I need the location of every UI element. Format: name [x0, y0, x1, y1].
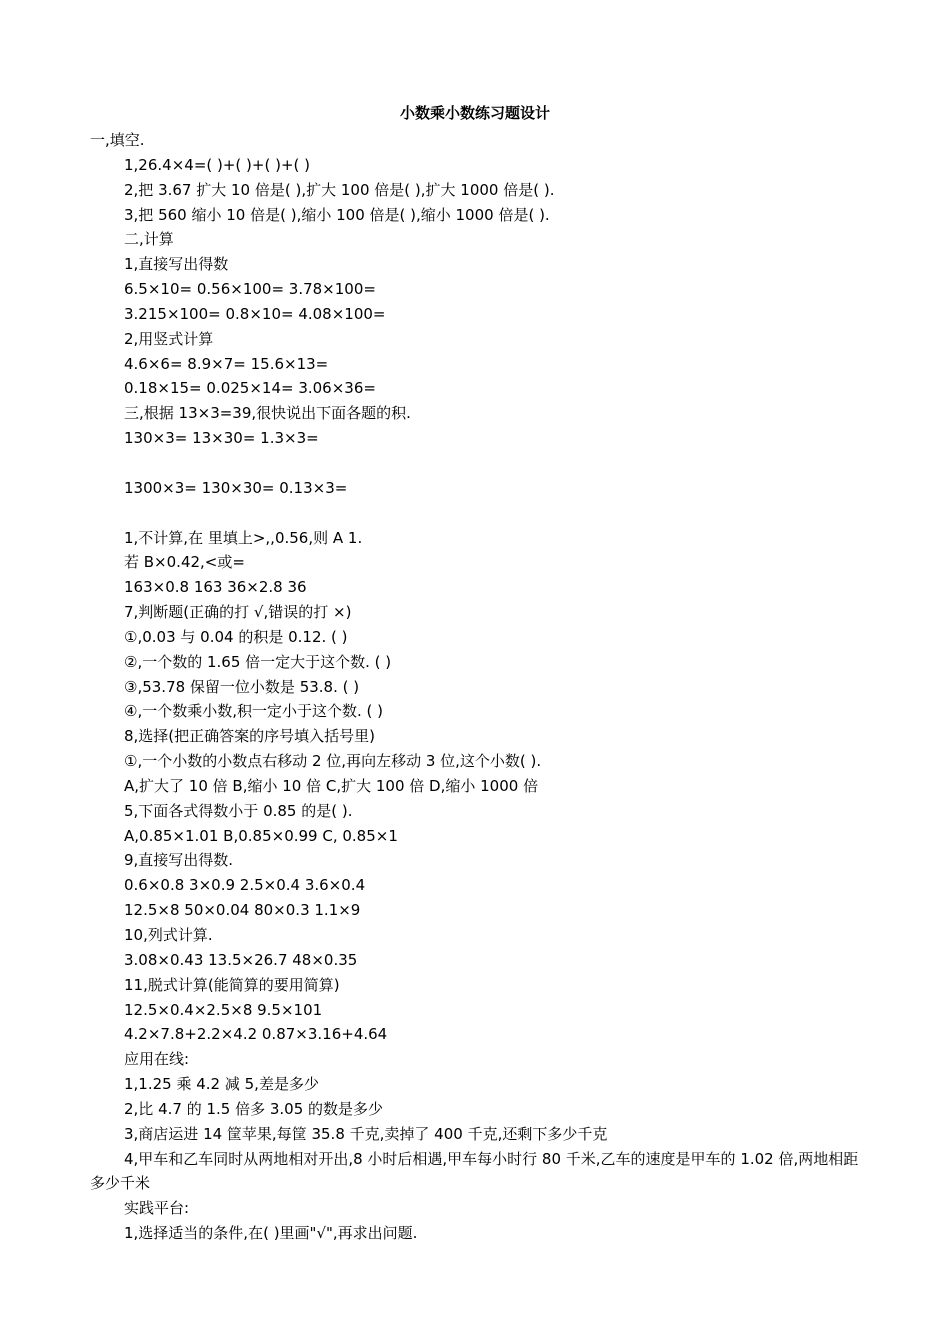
question-line: 1,不计算,在 里填上>,,0.56,则 A 1. [124, 528, 363, 547]
question-line: ④,一个数乘小数,积一定小于这个数. ( ) [124, 702, 383, 721]
question-line: ①,0.03 与 0.04 的积是 0.12. ( ) [124, 627, 348, 646]
document-body [90, 128, 870, 1246]
question-line: 0.18×15= 0.025×14= 3.06×36= [124, 379, 376, 398]
question-line: 0.6×0.8 3×0.9 2.5×0.4 3.6×0.4 [124, 876, 366, 895]
question-line: ②,一个数的 1.65 倍一定大于这个数. ( ) [124, 652, 392, 671]
question-line: A,扩大了 10 倍 B,缩小 10 倍 C,扩大 100 倍 D,缩小 1000 倍 [124, 776, 539, 795]
question-line: 130×3= 13×30= 1.3×3= [124, 429, 319, 448]
question-line: 6.5×10= 0.56×100= 3.78×100= [124, 280, 376, 299]
section-heading-fill-blank: 一,填空. [90, 131, 145, 149]
question-line: 4.2×7.8+2.2×4.2 0.87×3.16+4.64 [124, 1025, 388, 1044]
question-line: A,0.85×1.01 B,0.85×0.99 C, 0.85×1 [124, 826, 398, 845]
question-line: 9,直接写出得数. [124, 851, 234, 870]
section-heading-calculation: 二,计算 [124, 230, 174, 249]
question-line: ①,一个小数的小数点右移动 2 位,再向左移动 3 位,这个小数( ). [124, 752, 542, 771]
blank-line [90, 501, 870, 526]
question-line: 10,列式计算. [124, 926, 213, 944]
blank-line [90, 451, 870, 476]
question-line: 1,1.25 乘 4.2 减 5,差是多少 [124, 1075, 319, 1094]
section-heading-products: 三,根据 13×3=39,很快说出下面各题的积. [124, 404, 411, 423]
question-line: 1,26.4×4=( )+( )+( )+( ) [124, 155, 310, 174]
section-heading-application: 应用在线: [124, 1050, 190, 1069]
question-line: 3,商店运进 14 筐苹果,每筐 35.8 千克,卖掉了 400 千克,还剩下多少千克 [124, 1124, 608, 1143]
question-line: 12.5×8 50×0.04 80×0.3 1.1×9 [124, 901, 361, 920]
question-line: 7,判断题(正确的打 √,错误的打 ×) [124, 603, 352, 622]
question-line: 3.215×100= 0.8×10= 4.08×100= [124, 304, 386, 323]
question-line-wrapped: 4,甲车和乙车同时从两地相对开出,8 小时后相遇,甲车每小时行 80 千米,乙车的速度是甲车的 1.02 倍,两地相距多少千米 [90, 1149, 859, 1193]
question-line: 12.5×0.4×2.5×8 9.5×101 [124, 1000, 323, 1019]
question-line: 4.6×6= 8.9×7= 15.6×13= [124, 354, 329, 373]
section-heading-practice: 实践平台: [124, 1199, 190, 1218]
question-line: 2,比 4.7 的 1.5 倍多 3.05 的数是多少 [124, 1099, 384, 1118]
question-line: 2,把 3.67 扩大 10 倍是( ),扩大 100 倍是( ),扩大 1000 倍是( ). [124, 180, 555, 199]
question-line: 1,直接写出得数 [124, 255, 229, 274]
question-line: 3,把 560 缩小 10 倍是( ),缩小 100 倍是( ),缩小 1000 倍是( ). [124, 205, 550, 224]
question-line: 若 B×0.42,<或= [124, 553, 245, 572]
question-line: 1,选择适当的条件,在( )里画"√",再求出问题. [124, 1224, 418, 1243]
question-line: 163×0.8 163 36×2.8 36 [124, 578, 307, 597]
question-line: 2,用竖式计算 [124, 329, 214, 348]
question-line: 1300×3= 130×30= 0.13×3= [124, 478, 348, 497]
question-line: 5,下面各式得数小于 0.85 的是( ). [124, 801, 353, 820]
question-line: ③,53.78 保留一位小数是 53.8. ( ) [124, 677, 360, 696]
question-line: 11,脱式计算(能简算的要用简算) [124, 975, 340, 994]
question-line: 8,选择(把正确答案的序号填入括号里) [124, 727, 376, 746]
question-line: 3.08×0.43 13.5×26.7 48×0.35 [124, 950, 358, 969]
document-title: 小数乘小数练习题设计 [399, 104, 550, 122]
